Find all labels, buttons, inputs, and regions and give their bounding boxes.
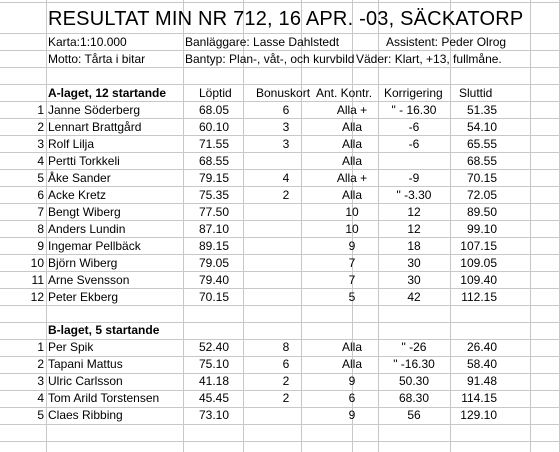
bonus-value[interactable]: [246, 289, 326, 305]
row-number[interactable]: 1: [37, 340, 44, 354]
row-number[interactable]: 2: [37, 357, 44, 371]
runner-name[interactable]: Pertti Torkkeli: [48, 154, 120, 168]
loptid-value[interactable]: 71.55: [199, 137, 230, 151]
loptid-value[interactable]: 52.40: [199, 340, 230, 354]
sluttid-value[interactable]: 89.50: [466, 205, 497, 219]
kontr-value[interactable]: Alla +: [336, 171, 368, 185]
row-number[interactable]: 4: [37, 391, 44, 405]
runner-name[interactable]: Anders Lundin: [48, 222, 126, 236]
loptid-value[interactable]: 89.15: [199, 239, 230, 253]
korr-value[interactable]: -6: [408, 137, 420, 151]
grid-col-line: [46, 0, 47, 452]
sluttid-value[interactable]: 68.55: [466, 154, 497, 168]
bonus-value[interactable]: [246, 238, 326, 254]
runner-name[interactable]: Janne Söderberg: [48, 103, 141, 117]
bonus-value[interactable]: [246, 272, 326, 288]
korr-value[interactable]: " -26: [401, 340, 427, 354]
kontr-value[interactable]: 9: [348, 239, 356, 253]
loptid-value[interactable]: 41.18: [199, 374, 230, 388]
korr-value[interactable]: 50.30: [398, 374, 430, 388]
sluttid-value[interactable]: 54.10: [466, 120, 497, 134]
sluttid-value[interactable]: 112.15: [461, 290, 497, 304]
row-number[interactable]: 4: [37, 154, 44, 168]
runner-name[interactable]: Åke Sander: [48, 171, 111, 185]
sluttid-value[interactable]: 109.40: [460, 273, 497, 287]
bonus-value[interactable]: 2: [282, 188, 290, 202]
korr-value[interactable]: [380, 153, 448, 169]
runner-name[interactable]: Acke Kretz: [48, 188, 107, 202]
kontr-value[interactable]: Alla: [341, 340, 362, 354]
loptid-value[interactable]: 75.10: [199, 357, 230, 371]
header-ant-kontr[interactable]: Ant. Kontr.: [316, 86, 373, 100]
loptid-value[interactable]: 73.10: [199, 408, 230, 422]
korr-value[interactable]: -6: [408, 120, 420, 134]
korr-value[interactable]: " - 16.30: [391, 103, 437, 117]
grid-row-line: [0, 2, 560, 3]
sluttid-value[interactable]: 58.40: [466, 357, 497, 371]
korr-value[interactable]: 30: [407, 256, 421, 270]
motto-cell[interactable]: Motto: Tårta i bitar: [48, 52, 146, 66]
bonus-value[interactable]: 8: [282, 340, 290, 354]
runner-name[interactable]: Lennart Brattgård: [48, 120, 142, 134]
runner-name[interactable]: Ingemar Pellbäck: [48, 239, 141, 253]
runner-name[interactable]: Ulric Carlsson: [48, 374, 123, 388]
header-loptid[interactable]: Löptid: [199, 86, 232, 100]
loptid-value[interactable]: 70.15: [199, 290, 230, 304]
bonus-value[interactable]: 6: [282, 357, 290, 371]
runner-name[interactable]: Tom Arild Torstensen: [48, 391, 160, 405]
loptid-value[interactable]: 77.50: [199, 205, 230, 219]
korr-value[interactable]: 68.30: [398, 391, 430, 405]
korr-value[interactable]: 42: [407, 290, 421, 304]
bonus-value[interactable]: [246, 204, 326, 220]
grid-row-line: [0, 441, 560, 442]
bonus-value[interactable]: [246, 255, 326, 271]
runner-name[interactable]: Per Spik: [48, 340, 94, 354]
row-number[interactable]: 10: [30, 256, 44, 270]
grid-col-line: [183, 0, 184, 452]
kontr-value[interactable]: 10: [345, 205, 359, 219]
runner-name[interactable]: Tapani Mattus: [48, 357, 123, 371]
loptid-value[interactable]: 60.10: [199, 120, 230, 134]
row-number[interactable]: 3: [37, 137, 44, 151]
sluttid-value[interactable]: 107.15: [460, 239, 497, 253]
runner-name[interactable]: Björn Wiberg: [48, 256, 118, 270]
kontr-value[interactable]: Alla: [341, 154, 362, 168]
header-sluttid[interactable]: Sluttid: [459, 86, 493, 100]
grid-col-line: [530, 0, 531, 452]
row-number[interactable]: 9: [37, 239, 44, 253]
row-number[interactable]: 12: [30, 290, 44, 304]
korr-value[interactable]: 18: [407, 239, 421, 253]
bonus-value[interactable]: 3: [282, 120, 290, 134]
bonus-value[interactable]: 2: [282, 374, 290, 388]
kontr-value[interactable]: 6: [348, 391, 356, 405]
loptid-value[interactable]: 45.45: [199, 391, 230, 405]
korr-value[interactable]: -9: [408, 171, 420, 185]
sluttid-value[interactable]: 70.15: [466, 171, 497, 185]
sluttid-value[interactable]: 109.05: [460, 256, 497, 270]
runner-name[interactable]: Rolf Lilja: [48, 137, 95, 151]
kontr-value[interactable]: Alla: [341, 120, 362, 134]
loptid-value[interactable]: 79.15: [199, 171, 230, 185]
runner-name[interactable]: Bengt Wiberg: [48, 205, 121, 219]
header-korrigering[interactable]: Korrigering: [384, 86, 443, 100]
header-bonuskort[interactable]: Bonuskort: [256, 86, 311, 100]
sluttid-value[interactable]: 72.05: [466, 188, 497, 202]
kontr-value[interactable]: Alla: [341, 188, 362, 202]
bonus-value[interactable]: 6: [282, 103, 290, 117]
sluttid-value[interactable]: 129.10: [460, 408, 497, 422]
korr-value[interactable]: 56: [407, 408, 421, 422]
row-number[interactable]: 11: [31, 273, 44, 287]
sluttid-value[interactable]: 99.10: [466, 222, 497, 236]
runner-name[interactable]: Claes Ribbing: [48, 408, 123, 422]
row-number[interactable]: 1: [37, 103, 44, 117]
course-setter-cell[interactable]: Banläggare: Lasse Dahlstedt: [185, 35, 340, 49]
loptid-value[interactable]: 68.05: [199, 103, 230, 117]
kontr-value[interactable]: Alla: [341, 137, 362, 151]
korr-value[interactable]: 12: [407, 205, 421, 219]
loptid-value[interactable]: 79.05: [199, 256, 230, 270]
kontr-value[interactable]: Alla: [341, 357, 362, 371]
row-number[interactable]: 6: [37, 188, 44, 202]
loptid-value[interactable]: 75.35: [199, 188, 230, 202]
korr-value[interactable]: " -3.30: [396, 188, 432, 202]
map-scale-cell[interactable]: Karta:1:10.000: [48, 35, 127, 49]
grid-row-line: [0, 67, 560, 68]
korr-value[interactable]: 12: [407, 222, 421, 236]
row-number[interactable]: 7: [37, 205, 44, 219]
kontr-value[interactable]: 9: [348, 374, 356, 388]
grid-col-line: [450, 0, 451, 452]
korr-value[interactable]: " -16.30: [393, 357, 435, 371]
loptid-value[interactable]: 68.55: [199, 154, 230, 168]
kontr-value[interactable]: 7: [348, 256, 356, 270]
row-number[interactable]: 5: [37, 171, 44, 185]
bonus-value[interactable]: [246, 153, 326, 169]
sluttid-value[interactable]: 51.35: [466, 103, 497, 117]
sluttid-value[interactable]: 26.40: [466, 340, 497, 354]
kontr-value[interactable]: 5: [348, 290, 356, 304]
row-number[interactable]: 2: [37, 120, 44, 134]
kontr-value[interactable]: 9: [348, 408, 356, 422]
grid-col-line: [243, 0, 244, 452]
kontr-value[interactable]: 10: [345, 222, 359, 236]
sluttid-value[interactable]: 114.15: [461, 391, 497, 405]
weather-cell[interactable]: Väder: Klart, +13, fullmåne.: [356, 52, 502, 66]
loptid-value[interactable]: 79.40: [199, 273, 230, 287]
assistant-cell[interactable]: Assistent: Peder Olrog: [386, 35, 507, 49]
b-team-heading[interactable]: B-laget, 5 startande: [48, 323, 160, 337]
row-number[interactable]: 3: [37, 374, 44, 388]
korr-value[interactable]: 30: [407, 273, 421, 287]
course-type-cell[interactable]: Bantyp: Plan-, våt-, och kurvbild: [185, 52, 355, 66]
bonus-value[interactable]: 2: [282, 391, 290, 405]
row-number[interactable]: 5: [37, 408, 44, 422]
runner-name[interactable]: Arne Svensson: [48, 273, 130, 287]
bonus-value[interactable]: 3: [282, 137, 290, 151]
loptid-value[interactable]: 87.10: [199, 222, 230, 236]
bonus-value[interactable]: [246, 221, 326, 237]
sluttid-value[interactable]: 65.55: [466, 137, 497, 151]
grid-row-line: [0, 305, 560, 306]
row-number[interactable]: 8: [37, 222, 44, 236]
grid-row-line: [0, 424, 560, 425]
kontr-value[interactable]: 7: [348, 273, 356, 287]
kontr-value[interactable]: Alla +: [336, 103, 368, 117]
bonus-value[interactable]: [246, 407, 326, 423]
a-team-heading[interactable]: A-laget, 12 startande: [48, 86, 167, 100]
runner-name[interactable]: Peter Ekberg: [48, 290, 119, 304]
page-title: RESULTAT MIN NR 712, 16 APR. -03, SÄCKATORP: [48, 8, 524, 30]
sluttid-value[interactable]: 91.48: [466, 374, 497, 388]
bonus-value[interactable]: 4: [282, 171, 290, 185]
